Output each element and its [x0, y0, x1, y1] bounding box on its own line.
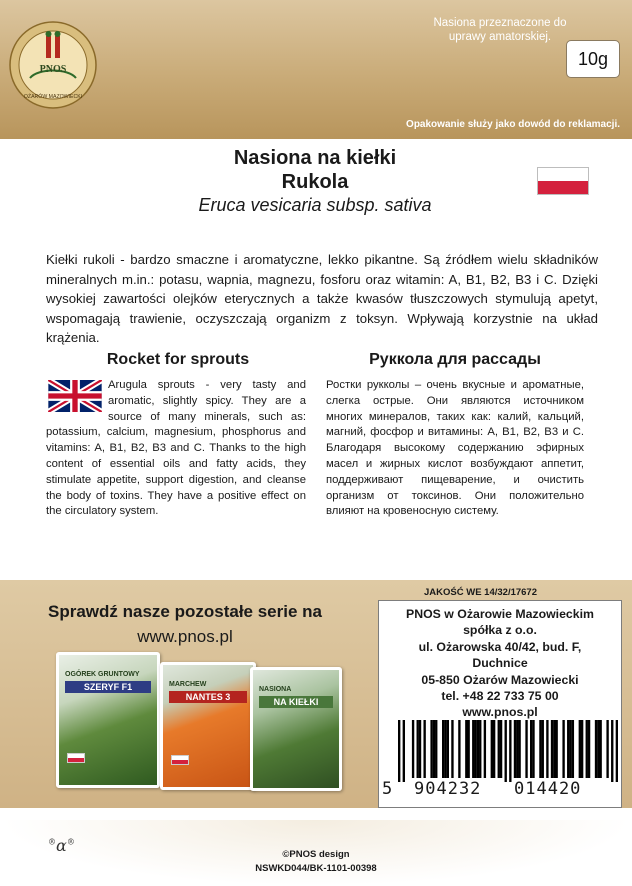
company-line: www.pnos.pl: [462, 705, 538, 720]
title-block: [140, 146, 490, 216]
polish-flag-icon: [537, 167, 589, 195]
barcode-bar: [606, 720, 608, 778]
barcode-guard-bar: [505, 720, 507, 782]
barcode-bar: [595, 720, 597, 778]
barcode-bar: [472, 720, 474, 778]
barcode-bar: [467, 720, 469, 778]
barcode-bar: [572, 720, 574, 778]
product-category-title: Nasiona na kiełki: [233, 147, 397, 169]
english-heading: Rocket for sprouts: [106, 351, 250, 368]
latin-name: Eruca vesicaria subsp. sativa: [198, 195, 432, 215]
barcode-bar: [588, 720, 590, 778]
description-russian: Ростки рукколы – очень вкусные и ароматные, слегка острые. Они являются источником многих минералов, таких как: калий, кальций, магний, фосфор и витамины: A, B1, B2, B3 и C. Благодаря высокому содержанию эфирных масел и жирных кислот возбуждают аппетит, поддерживают пищеварение, и очистить организм от токсинов. Они положительно влияют на кровеносную систему.: [326, 379, 584, 518]
barcode-bar: [433, 720, 435, 778]
barcode-bar: [539, 720, 541, 778]
logo-location: OŻARÓW MAZOWIECKI: [23, 94, 83, 100]
barcode-bar: [458, 720, 460, 778]
uk-flag-icon: [48, 380, 102, 412]
barcode-bar: [546, 720, 548, 778]
company-line: 05-850 Ożarów Mazowiecki: [421, 672, 579, 687]
barcode-bar: [581, 720, 583, 778]
barcode-bar: [423, 720, 425, 778]
pnos-logo: [8, 20, 98, 110]
barcode-guard-bar: [509, 720, 511, 782]
barcode-bar: [562, 720, 564, 778]
weight-badge: 10g: [566, 40, 620, 78]
barcode-bar: [555, 720, 557, 778]
quality-code: JAKOŚĆ WE 14/32/17672: [424, 587, 538, 598]
barcode-bar: [444, 720, 446, 778]
english-text: Arugula sprouts - very tasty and aromatic, slightly spicy. They are a source of many minerals, such as: potassium, calcium, magnesium, phosphorus and vitamins: A, B1, B2, B3 and C. Thanks to the high content of essential oils and fatty acids, they stimulate appetite, support digestion, and cleanse the body of toxins. They have a positive effect on the circulatory system.: [46, 379, 306, 518]
russian-heading: Руккола для рассады: [369, 351, 541, 368]
barcode-bar: [442, 720, 444, 778]
barcode-bar: [451, 720, 453, 778]
barcode-bar: [532, 720, 534, 778]
website-link[interactable]: www.pnos.pl: [137, 627, 233, 646]
packet-flag-icon: [67, 753, 85, 763]
barcode-bar: [569, 720, 571, 778]
barcode-bar: [599, 720, 601, 778]
packet-name: NANTES 3: [169, 691, 247, 703]
product-code: NSWKD044/BK-1101-00398: [255, 863, 377, 874]
logo-initials: PNOS: [39, 64, 67, 75]
barcode-bar: [567, 720, 569, 778]
barcode-bar: [493, 720, 495, 778]
barcode-bar: [579, 720, 581, 778]
barcode-guard-bar: [611, 720, 613, 782]
barcode: [398, 720, 618, 782]
barcode-digit-group: 5: [382, 779, 394, 799]
barcode-digit-group: 014420: [514, 779, 582, 799]
footer-info: [210, 848, 422, 876]
barcode-bar: [586, 720, 588, 778]
barcode-digit-group: 904232: [414, 779, 482, 799]
barcode-bar: [484, 720, 486, 778]
other-series-title: Sprawdź nasze pozostałe serie na: [48, 602, 322, 621]
barcode-bar: [551, 720, 553, 778]
company-line: spółka z o.o.: [463, 623, 537, 638]
packet-image-sprouts: [250, 667, 342, 791]
barcode-bar: [498, 720, 500, 778]
barcode-guard-bar: [403, 720, 405, 782]
packet-name: SZERYF F1: [65, 681, 151, 693]
barcode-bar: [417, 720, 419, 778]
amateur-use-note: Nasiona przeznaczone do uprawy amatorskiej.: [433, 17, 567, 43]
barcode-bar: [419, 720, 421, 778]
company-line: PNOS w Ożarowie Mazowieckim: [406, 607, 594, 621]
barcode-bar: [479, 720, 481, 778]
barcode-bar: [525, 720, 527, 778]
barcode-bar: [500, 720, 502, 778]
barcode-bar: [430, 720, 432, 778]
packet-name: NA KIEŁKI: [259, 696, 333, 708]
barcode-bar: [530, 720, 532, 778]
barcode-bar: [465, 720, 467, 778]
barcode-bar: [412, 720, 414, 778]
barcode-bar: [447, 720, 449, 778]
alpha-design-icon: ®α®: [48, 836, 75, 855]
barcode-bar: [435, 720, 437, 778]
barcode-bar: [491, 720, 493, 778]
complaint-note: Opakowanie służy jako dowód do reklamacji.: [406, 119, 620, 130]
packet-top-label: NASIONA: [259, 686, 292, 693]
company-line: ul. Ożarowska 40/42, bud. F,: [418, 639, 582, 654]
barcode-bar: [477, 720, 479, 778]
barcode-guard-bar: [616, 720, 618, 782]
description-polish: Kiełki rukoli - bardzo smaczne i aromatyczne, lekko pikantne. Są źródłem wielu składników mineralnych m.in.: potasu, wapnia, magnezu, fosforu oraz witamin: A, B1, B2, B3 i C. Dzięki wysokiej zawartości olejków eterycznych a także kwasów tłuszczowych stymulują apetyt, wspomagają trawienie, oczyszczają organizm z toksyn. Wpływają korzystnie na układ krążenia.: [46, 252, 598, 345]
barcode-bar: [597, 720, 599, 778]
copyright: ©PNOS design: [282, 849, 350, 860]
company-line: tel. +48 22 733 75 00: [441, 689, 559, 704]
packet-flag-icon: [171, 755, 189, 765]
packet-image-carrot: [160, 662, 256, 790]
company-address: [378, 606, 622, 721]
barcode-bar: [542, 720, 544, 778]
barcode-bar: [474, 720, 476, 778]
barcode-digits: [380, 779, 622, 805]
barcode-bar: [553, 720, 555, 778]
barcode-bar: [518, 720, 520, 778]
packet-image-cucumber: [56, 652, 160, 788]
packet-top-label: OGÓREK GRUNTOWY: [65, 671, 140, 678]
packet-top-label: MARCHEW: [169, 681, 207, 688]
barcode-bar: [514, 720, 516, 778]
barcode-guard-bar: [398, 720, 400, 782]
barcode-bar: [516, 720, 518, 778]
company-line: Duchnice: [472, 656, 528, 671]
product-name: Rukola: [281, 171, 349, 193]
